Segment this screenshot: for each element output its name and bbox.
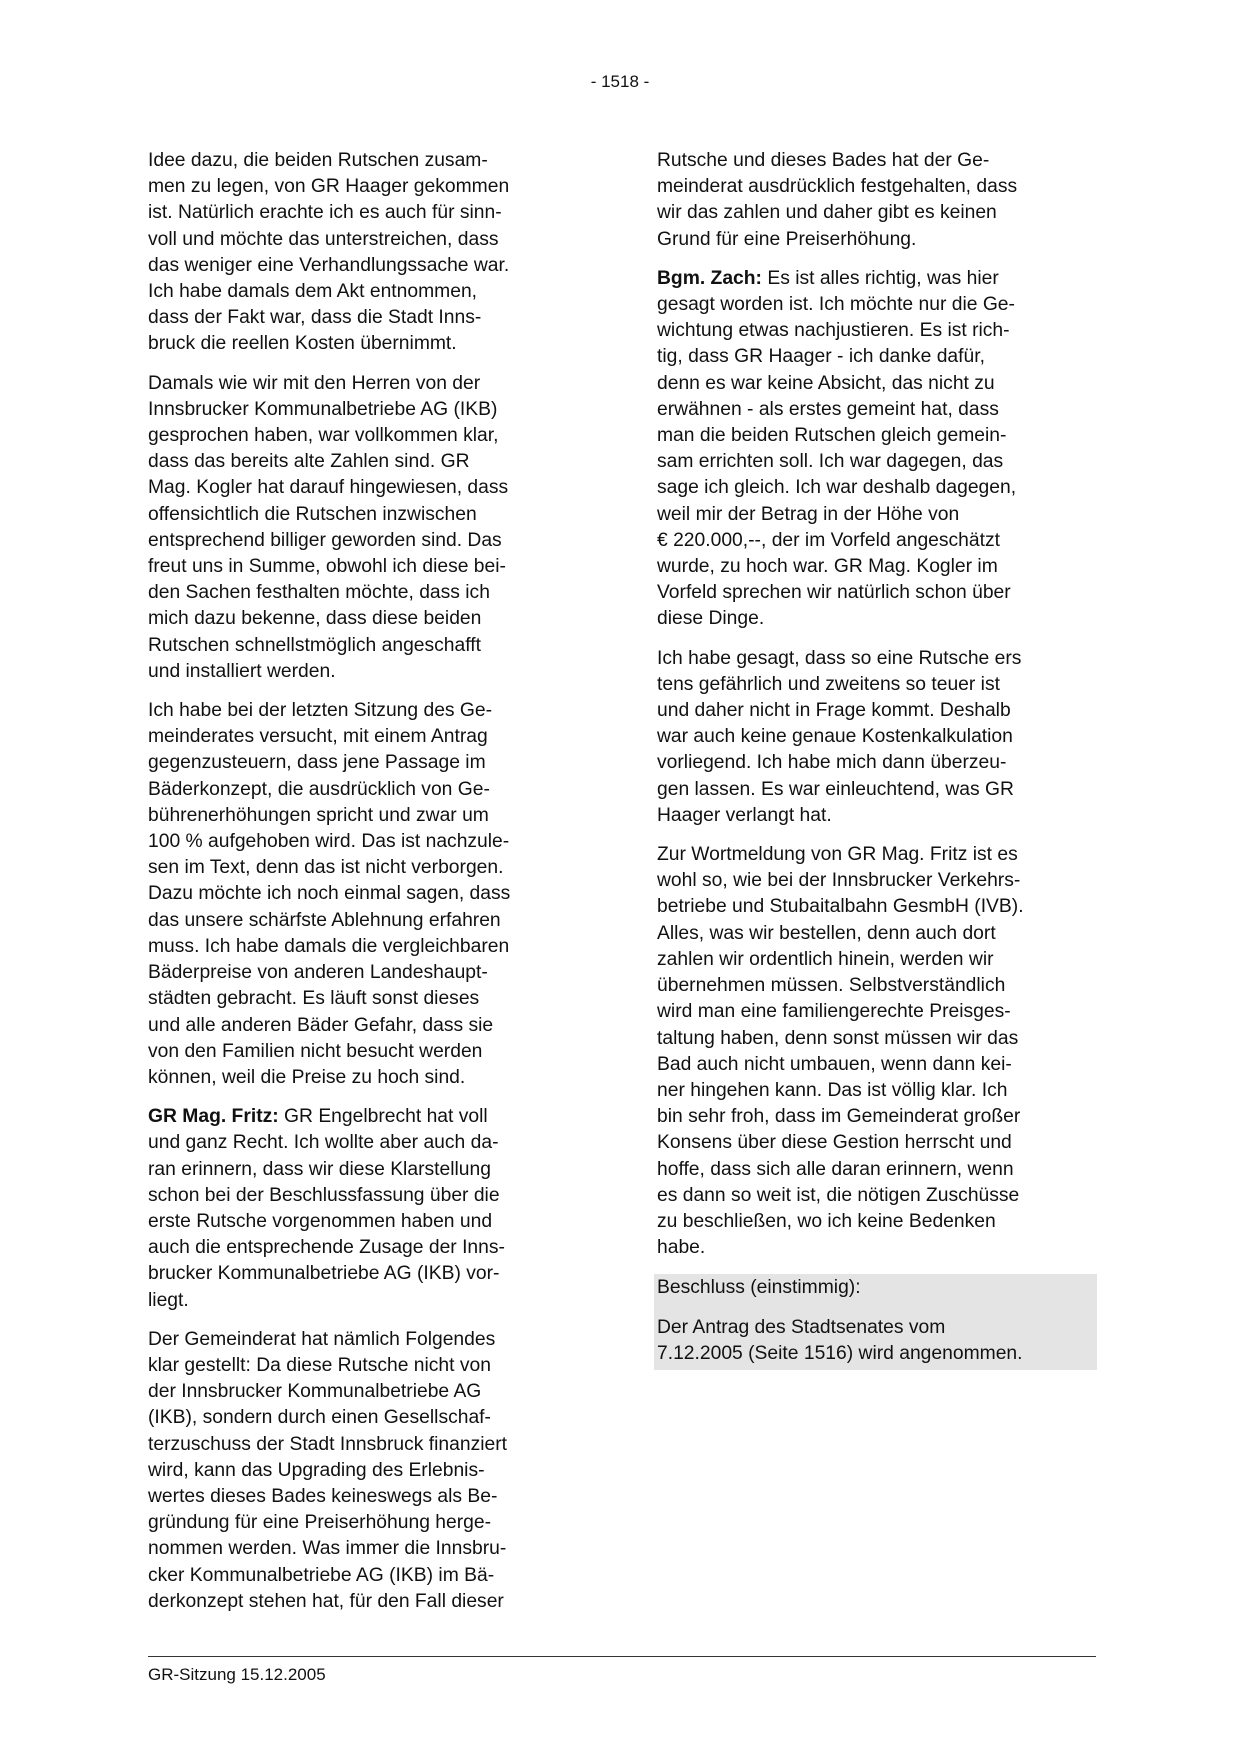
speaker-name: GR Mag. Fritz:: [148, 1106, 279, 1128]
left-column: [148, 148, 588, 1628]
decision-box: [654, 1274, 1097, 1370]
page-number: - 1518 -: [590, 72, 650, 91]
speech-text: Es ist alles richtig, was hier gesagt worden ist. Ich möchte nur die Ge- wichtung etwas nachjustieren. Es ist rich- tig, dass GR Haager - ich danke dafür, denn es war keine Absicht, das nicht zu erwähnen - als erstes gemeint hat, dass man die beiden Rutschen gleich gemein- sam errichten soll. Ich war dagegen, das sage ich gleich. Ich war deshalb dagegen, weil mir der Betrag in der Höhe von € 220.000,--, der im Vorfeld angeschätzt wurde, zu hoch war. GR Mag. Kogler im Vorfeld sprechen wir natürlich schon über diese Dinge.: [657, 267, 1017, 630]
paragraph: Damals wie wir mit den Herren von der Innsbrucker Kommunalbetriebe AG (IKB) gesprochen haben, war vollkommen klar, dass das bereits alte Zahlen sind. GR Mag. Kogler hat darauf hingewiesen, dass offensichtlich die Rutschen inzwischen entsprechend billiger geworden sind. Das freut uns in Summe, obwohl ich diese bei- den Sachen festhalten möchte, dass ich mich dazu bekenne, dass diese beiden Rutschen schnellstmöglich angeschafft und installiert werden.: [148, 372, 509, 682]
paragraph: Ich habe bei der letzten Sitzung des Ge- meinderates versucht, mit einem Antrag gegenzusteuern, dass jene Passage im Bäderkonzept, die ausdrücklich von Ge- bührenerhöhungen spricht und zwar um 100 % aufgehoben wird. Das ist nachzule- sen im Text, denn das ist nicht verborgen. Dazu möchte ich noch einmal sagen, dass das unsere schärfste Ablehnung erfahren muss. Ich habe damals die vergleichbaren Bäderpreise von anderen Landeshaupt- städten gebracht. Es läuft sonst dieses und alle anderen Bäder Gefahr, dass sie von den Familien nicht besucht werden können, weil die Preise zu hoch sind.: [148, 700, 511, 1088]
speech-text: GR Engelbrecht hat voll und ganz Recht. Ich wollte aber auch da- ran erinnern, dass wir diese Klarstellung schon bei der Beschlussfassung über die erste Rutsche vorgenommen haben und auch die entsprechende Zusage der Inns- brucker Kommunalbetriebe AG (IKB) vor- liegt.: [148, 1106, 505, 1311]
speech-paragraph: [657, 266, 1094, 633]
paragraph: Zur Wortmeldung von GR Mag. Fritz ist es wohl so, wie bei der Innsbrucker Verkehrs- betriebe und Stubaitalbahn GesmbH (IVB). Alles, was wir bestellen, denn auch dort zahlen wir ordentlich hinein, werden wir übernehmen müssen. Selbstverständlich wird man eine familiengerechte Preisges- taltung haben, denn sonst müssen wir das Bad auch nicht umbauen, wenn dann kei- ner hingehen kann. Das ist völlig klar. Ich bin sehr froh, dass im Gemeinderat großer Konsens über diese Gestion herrscht und hoffe, dass sich alle daran erinnern, wenn es dann so weit ist, die nötigen Zuschüsse zu beschließen, wo ich keine Bedenken habe.: [657, 844, 1024, 1259]
decision-text: Der Antrag des Stadtsenates vom 7.12.2005 (Seite 1516) wird angenommen.: [657, 1316, 1023, 1364]
speech-paragraph: [148, 1104, 588, 1314]
decision-label: Beschluss (einstimmig):: [657, 1277, 861, 1299]
footer-divider: [148, 1656, 1096, 1657]
paragraph: Ich habe gesagt, dass so eine Rutsche ers tens gefährlich und zweitens so teuer ist und daher nicht in Frage kommt. Deshalb war auch keine genaue Kostenkalkulation vorliegend. Ich habe mich dann überzeu- gen lassen. Es war einleuchtend, was GR Haager verlangt hat.: [657, 647, 1022, 826]
right-column: [657, 148, 1094, 1370]
paragraph: Idee dazu, die beiden Rutschen zusam- men zu legen, von GR Haager gekommen ist. Natürlich erachte ich es auch für sinn- voll und möchte das unterstreichen, dass das weniger eine Verhandlungssache war. Ich habe damals dem Akt entnommen, dass der Fakt war, dass die Stadt Inns- bruck die reellen Kosten übernimmt.: [148, 150, 510, 355]
footer-text: GR-Sitzung 15.12.2005: [148, 1665, 326, 1684]
speaker-name: Bgm. Zach:: [657, 267, 762, 289]
paragraph: Rutsche und dieses Bades hat der Ge- meinderat ausdrücklich festgehalten, dass wir das zahlen und daher gibt es keinen Grund für eine Preiserhöhung.: [657, 150, 1018, 250]
paragraph: Der Gemeinderat hat nämlich Folgendes klar gestellt: Da diese Rutsche nicht von der Innsbrucker Kommunalbetriebe AG (IKB), sondern durch einen Gesellschaf- terzuschuss der Stadt Innsbruck finanziert wird, kann das Upgrading des Erlebnis- wertes dieses Bades keineswegs als Be- gründung für eine Preiserhöhung herge- nommen werden. Was immer die Innsbru- cker Kommunalbetriebe AG (IKB) im Bä- derkonzept stehen hat, für den Fall dieser: [148, 1328, 508, 1612]
